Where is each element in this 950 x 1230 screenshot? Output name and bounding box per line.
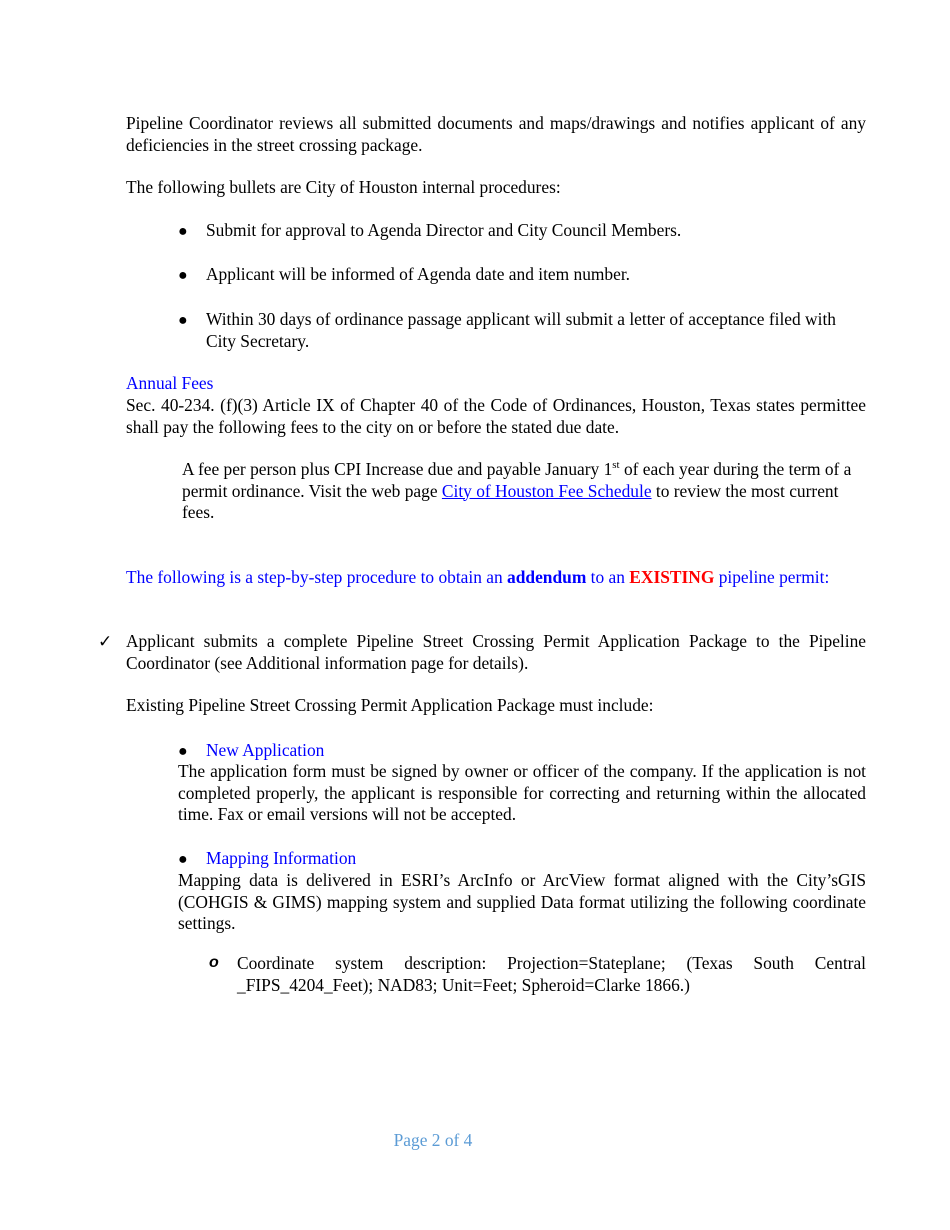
bullet-icon: ● [178, 267, 188, 284]
package-lead: Existing Pipeline Street Crossing Permit Application Package must include: [126, 695, 654, 715]
bullet-icon: ● [178, 743, 188, 760]
fee-superscript: st [612, 459, 620, 472]
fee-paragraph [182, 459, 866, 524]
mapping-information-heading: Mapping Information [206, 848, 357, 868]
bullet-icon: ● [178, 851, 188, 868]
annual-fees-paragraph: Sec. 40-234. (f)(3) Article IX of Chapter 40 of the Code of Ordinances, Houston, Texas states permittee shall pay the following fees to the city on or before the stated due date. [126, 395, 866, 437]
fee-text: of each year during the term of a permit ordinance. Visit the web page [182, 459, 852, 501]
new-application-heading: New Application [206, 740, 325, 760]
internal-procedures-lead: The following bullets are City of Houston internal procedures: [126, 177, 561, 197]
fee-schedule-link[interactable]: City of Houston Fee Schedule [441, 480, 652, 501]
addendum-text: The following is a step-by-step procedure to obtain an [126, 567, 508, 587]
list-item: Within 30 days of ordinance passage applicant will submit a letter of acceptance filed with City Secretary. [206, 309, 836, 351]
addendum-text: to an [586, 567, 630, 587]
mapping-information-paragraph: Mapping data is delivered in ESRI’s ArcInfo or ArcView format aligned with the City’sGIS (COHGIS & GIMS) mapping system and supplied Data format utilizing the following coordinate settings. [178, 870, 866, 933]
existing-emphasis: EXISTING [629, 567, 715, 587]
coordinate-system-item: Coordinate system description: Projection=Stateplane; (Texas South Central _FIPS_4204_Feet); NAD83; Unit=Feet; Spheroid=Clarke 1866.) [237, 953, 866, 995]
fee-text: to review the most current fees. [182, 480, 839, 522]
annual-fees-heading: Annual Fees [126, 373, 214, 393]
list-item: Applicant will be informed of Agenda date and item number. [206, 264, 631, 284]
bullet-icon: ● [178, 223, 188, 240]
list-item: Submit for approval to Agenda Director and City Council Members. [206, 220, 682, 240]
coordinator-review-paragraph: Pipeline Coordinator reviews all submitted documents and maps/drawings and notifies applicant of any deficiencies in the street crossing package. [126, 113, 866, 155]
checkmark-icon: ✓ [98, 632, 113, 651]
page-number: Page 2 of 4 [393, 1130, 473, 1150]
addendum-emphasis: addendum [507, 567, 587, 587]
sub-bullet-icon: o [209, 954, 219, 971]
addendum-intro [126, 567, 866, 589]
bullet-icon: ● [178, 312, 188, 329]
applicant-submits-paragraph: Applicant submits a complete Pipeline Street Crossing Permit Application Package to the Pipeline Coordinator (see Additional information page for details). [126, 631, 866, 673]
addendum-text: pipeline permit: [714, 567, 830, 587]
fee-text: A fee per person plus CPI Increase due and payable January 1 [182, 459, 613, 479]
new-application-paragraph: The application form must be signed by owner or officer of the company. If the application is not completed properly, the applicant is responsible for correcting and returning within the allocated time. Fax or email versions will not be accepted. [178, 761, 866, 824]
